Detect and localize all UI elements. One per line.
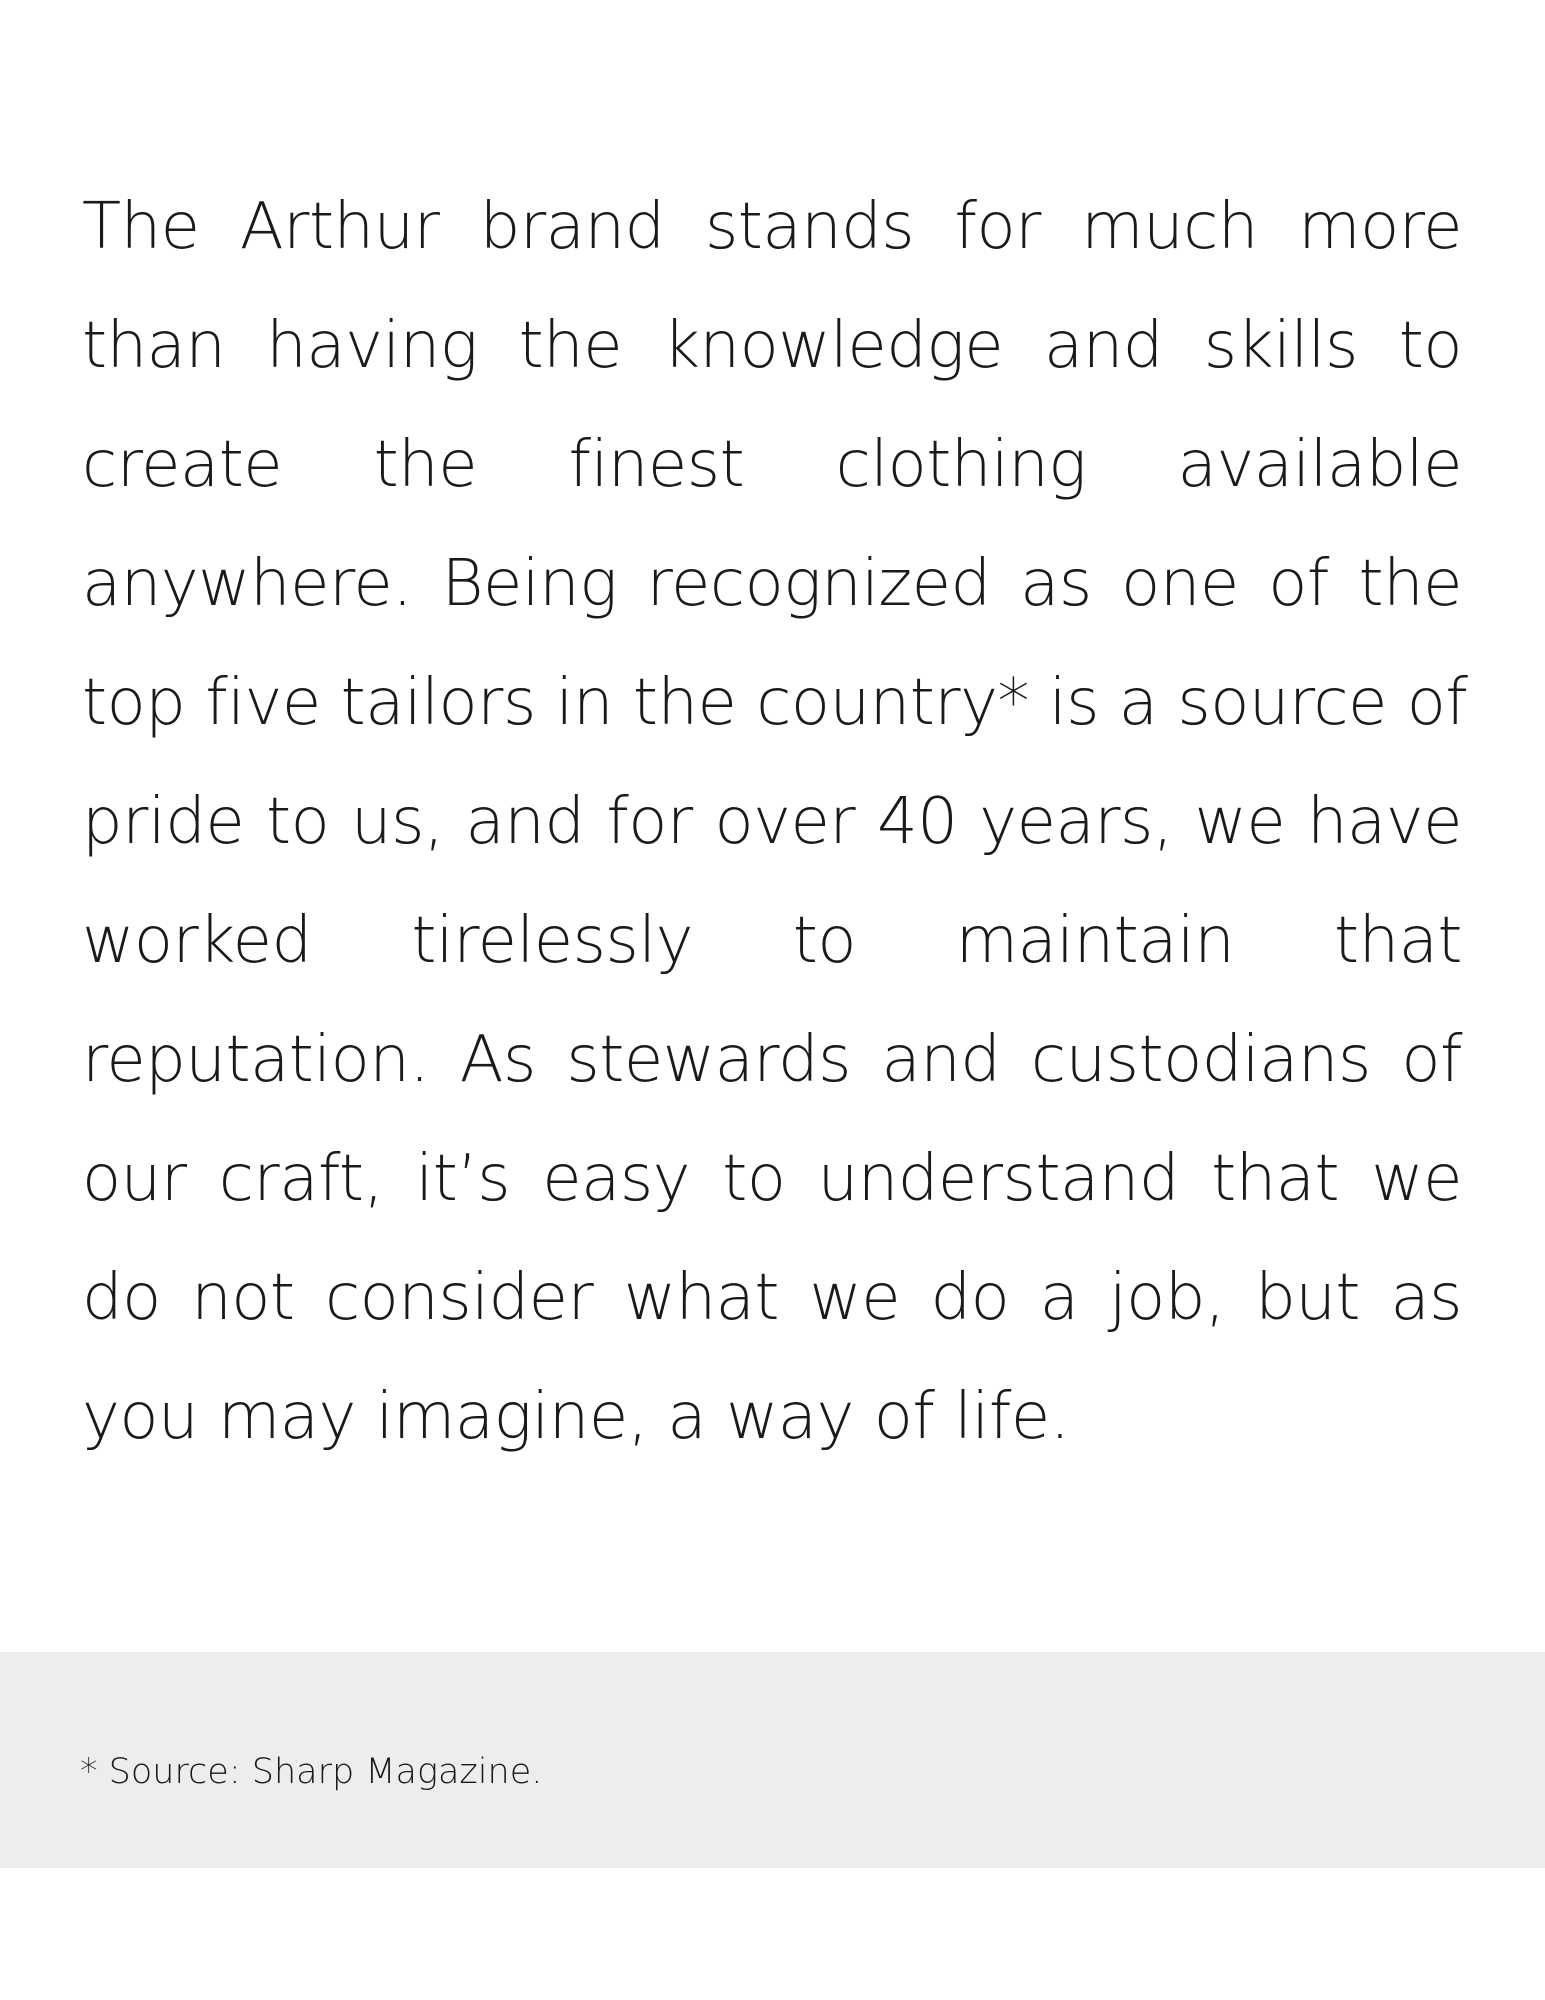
paragraph-line: than having the knowledge and skills to bbox=[82, 309, 1462, 383]
paragraph-line: top five tailors in the country* is a source of bbox=[82, 666, 1468, 740]
paragraph-line: The Arthur brand stands for much more bbox=[82, 190, 1462, 264]
footnote-source: * Source: Sharp Magazine. bbox=[80, 1752, 543, 1792]
paragraph-line: reputation. As stewards and custodians of bbox=[82, 1023, 1462, 1097]
paragraph-line: pride to us, and for over 40 years, we have bbox=[82, 785, 1462, 859]
paragraph-line: do not consider what we do a job, but as bbox=[82, 1261, 1462, 1335]
paragraph-line: create the finest clothing available bbox=[82, 428, 1462, 502]
body-paragraph bbox=[82, 168, 1468, 1477]
paragraph-line: anywhere. Being recognized as one of the bbox=[82, 547, 1462, 621]
paragraph-line: worked tirelessly to maintain that bbox=[82, 904, 1462, 978]
paragraph-line: our craft, it’s easy to understand that we bbox=[82, 1142, 1462, 1216]
paragraph-line: you may imagine, a way of life. bbox=[82, 1380, 1070, 1454]
